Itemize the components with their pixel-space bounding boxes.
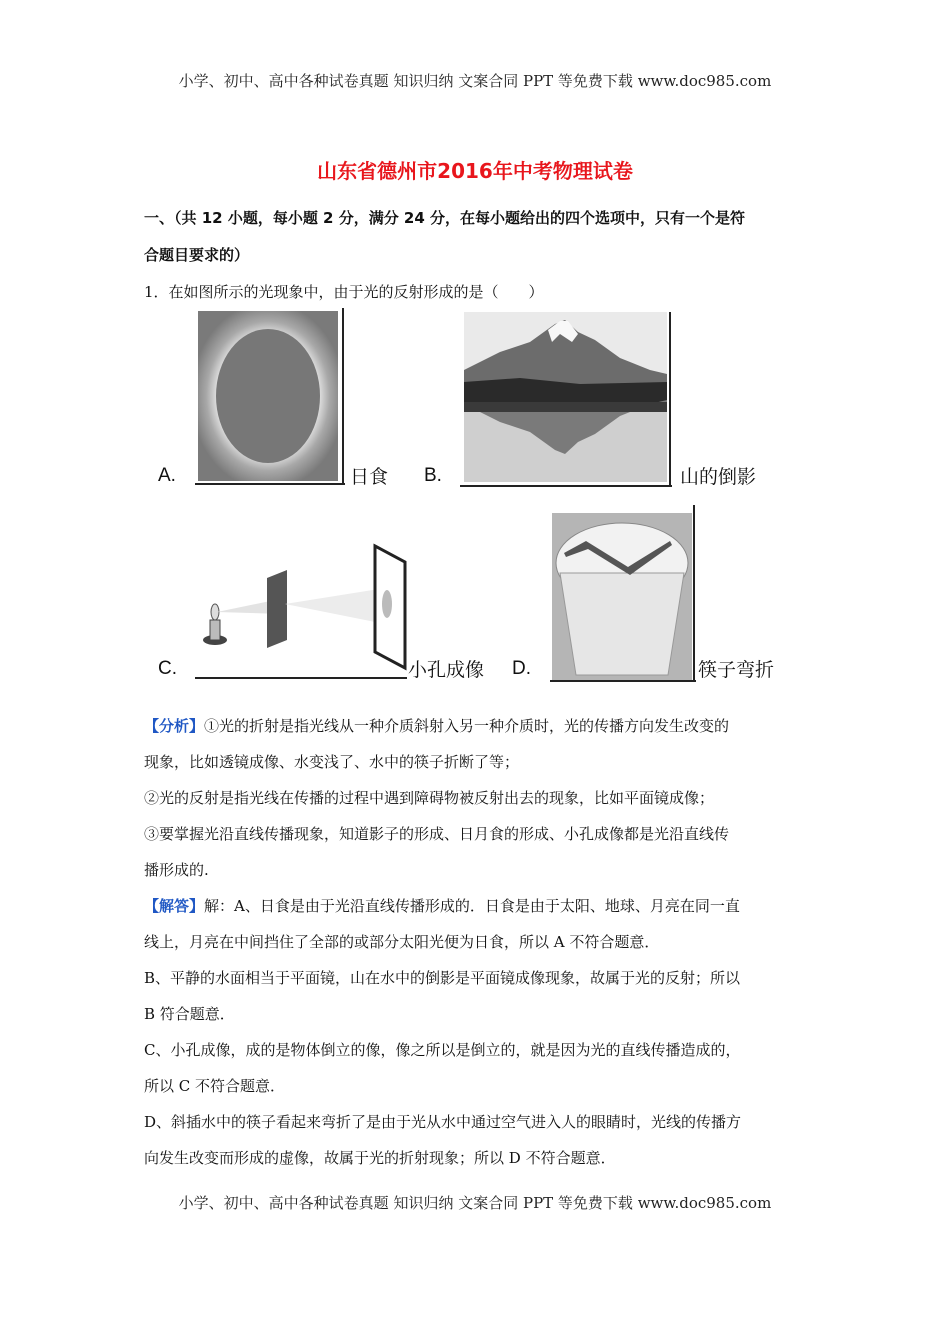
analysis-line-1: 【分析】①光的折射是指光线从一种介质斜射入另一种介质时，光的传播方向发生改变的: [144, 717, 730, 735]
option-d-letter: D.: [512, 658, 531, 679]
question-text: 1．在如图所示的光现象中，由于光的反射形成的是（ ）: [144, 283, 544, 301]
section-heading-line1: 一、（共 12 小题，每小题 2 分，满分 24 分，在每小题给出的四个选项中，只有一个是符: [144, 209, 746, 227]
chopsticks-image: [550, 505, 696, 683]
analysis-line-5: 播形成的.: [144, 861, 209, 879]
answer-line-6: 所以 C 不符合题意．: [144, 1077, 286, 1095]
answer-line-4: B 符合题意．: [144, 1005, 235, 1023]
option-a-caption: 日食: [350, 466, 389, 488]
answer-line-3: B、平静的水面相当于平面镜，山在水中的倒影是平面镜成像现象，故属于光的反射；所以: [144, 969, 741, 987]
answer-line-7: D、斜插水中的筷子看起来弯折了是由于光从水中通过空气进入人的眼睛时，光线的传播方: [144, 1113, 742, 1131]
answer-line-1: 【解答】解：A、日食是由于光沿直线传播形成的．日食是由于太阳、地球、月亮在同一直: [144, 897, 740, 915]
answer-line-5: C、小孔成像，成的是物体倒立的像，像之所以是倒立的，就是因为光的直线传播造成的，: [144, 1041, 741, 1059]
page-title: 山东省德州市2016年中考物理试卷: [317, 159, 633, 183]
answer-line-8: 向发生改变而形成的虚像，故属于光的折射现象；所以 D 不符合题意．: [144, 1149, 616, 1167]
analysis-line-4: ③要掌握光沿直线传播现象，知道影子的形成、日月食的形成、小孔成像都是光沿直线传: [144, 825, 730, 843]
analysis-line-3: ②光的反射是指光线在传播的过程中遇到障碍物被反射出去的现象，比如平面镜成像；: [144, 789, 715, 807]
analysis-tag: 【分析】: [144, 717, 205, 735]
analysis-line-2: 现象，比如透镜成像、水变浅了、水中的筷子折断了等；: [144, 753, 520, 771]
eclipse-image: [195, 308, 345, 486]
page-header: 小学、初中、高中各种试卷真题 知识归纳 文案合同 PPT 等免费下载 www.doc985.com: [178, 72, 772, 90]
pinhole-image: [195, 540, 407, 680]
option-a-letter: A.: [158, 465, 176, 486]
option-b-letter: B.: [424, 465, 442, 486]
option-b-caption: 山的倒影: [680, 466, 757, 488]
mountain-reflection-image: [460, 312, 672, 488]
page-footer: 小学、初中、高中各种试卷真题 知识归纳 文案合同 PPT 等免费下载 www.doc985.com: [178, 1194, 772, 1212]
answer-tag: 【解答】: [144, 897, 205, 915]
answer-line-2: 线上，月亮在中间挡住了全部的或部分太阳光便为日食，所以 A 不符合题意．: [144, 933, 660, 951]
section-heading-line2: 合题目要求的）: [144, 246, 250, 264]
option-c-caption: 小孔成像: [408, 659, 485, 681]
option-d-caption: 筷子弯折: [698, 659, 775, 681]
option-c-letter: C.: [158, 658, 177, 679]
